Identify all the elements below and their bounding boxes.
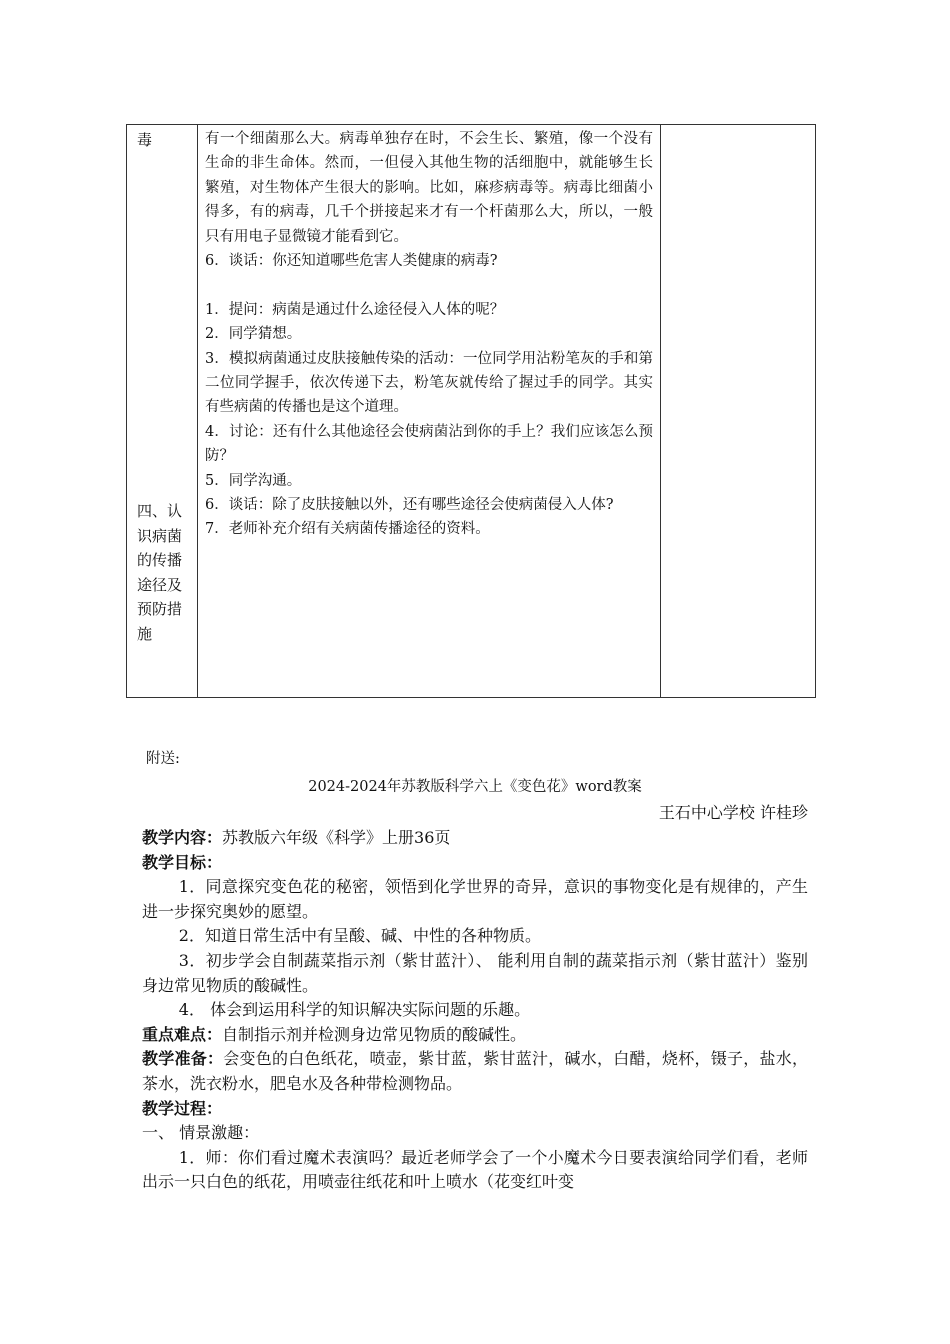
teaching-preparation-label: 教学准备： [142,1049,224,1069]
row-label-section-four: 四、认识病菌的传播途径及预防措施 [137,502,183,643]
cell-paragraph: 6．谈话：你还知道哪些危害人类健康的病毒? [205,253,498,270]
teaching-preparation-text: 会变色的白色纸花，喷壶，紫甘蓝，紫甘蓝汁，碱水，白醋，烧杯，镊子，盐水，茶水，洗衣粉水，肥皂水及各种带检测物品。 [142,1049,808,1093]
lesson-plan-body [142,748,808,1195]
goal-item: 1．同意探究变色花的秘密，领悟到化学世界的奇异，意识的事物变化是有规律的，产生进一步探究奥妙的愿望。 [142,877,808,921]
table-column-divider [197,125,198,697]
goal-item: 4． 体会到运用科学的知识解决实际问题的乐趣。 [178,1000,531,1020]
teaching-content-text: 苏教版六年级《科学》上册36页 [222,828,451,847]
cell-paragraph: 5．同学沟通。 [205,472,302,489]
row-label-virus: 毒 [137,131,153,149]
cell-paragraph: 4．讨论：还有什么其他途径会使病菌沾到你的手上？我们应该怎么预防？ [205,423,653,465]
lesson-table [126,124,816,698]
goal-item: 2．知道日常生活中有呈酸、碱、中性的各种物质。 [178,926,541,946]
key-points-text: 自制指示剂并检测身边常见物质的酸碱性。 [222,1024,527,1044]
step-paragraph: 1．师：你们看过魔术表演吗？最近老师学会了一个小魔术今日要表演给同学们看，老师出示一只白色的纸花，用喷壶往纸花和叶上喷水（花变红叶变 [142,1147,808,1192]
goal-item: 3．初步学会自制蔬菜指示剂（紫甘蓝汁）、 能利用自制的蔬菜指示剂（紫甘蓝汁）鉴别身边常见物质的酸碱性。 [142,950,808,995]
teaching-process-label: 教学过程： [142,1098,223,1118]
key-points [142,1023,808,1048]
cell-paragraph: 6．谈话：除了皮肤接触以外，还有哪些途径会使病菌侵入人体? [205,497,614,514]
cell-paragraph: 7．老师补充介绍有关病菌传播途径的资料。 [205,521,490,538]
table-content-cell [205,127,653,542]
teaching-process-heading [142,1097,808,1122]
table-column-divider [660,125,661,697]
cell-paragraph: 有一个细菌那么大。病毒单独存在时，不会生长、繁殖，像一个没有生命的非生命体。然而，一但侵入其他生物的活细胞中，就能够生长繁殖，对生物体产生很大的影响。比如，麻疹病毒等。病毒比细菌小得多，有的病毒，几千个拼接起来才有一个杆菌那么大，所以，一般只有用电子显微镜才能看到它。 [205,131,653,245]
cell-paragraph: 1．提问：病菌是通过什么途径侵入人体的呢？ [205,301,505,318]
teaching-content [142,826,808,851]
teaching-content-label: 教学内容： [142,828,223,847]
section-heading: 一、 情景激趣： [142,1123,260,1143]
cell-paragraph: 2．同学猜想。 [205,326,302,343]
author-line: 王石中心学校 许桂珍 [658,803,808,822]
teaching-goals-heading [142,851,808,876]
teaching-goals-label: 教学目标： [142,852,223,872]
document-title: 2024-2024年苏教版科学六上《变色花》word教案 [308,779,642,795]
teaching-preparation [142,1047,808,1096]
cell-paragraph: 3．模拟病菌通过皮肤接触传染的活动：一位同学用沾粉笔灰的手和第二位同学握手，依次传递下去，粉笔灰就传给了握过手的同学。其实有些病菌的传播也是这个道理。 [205,350,653,416]
attachment-label: 附送: [146,751,180,767]
key-points-label: 重点难点： [142,1024,223,1044]
